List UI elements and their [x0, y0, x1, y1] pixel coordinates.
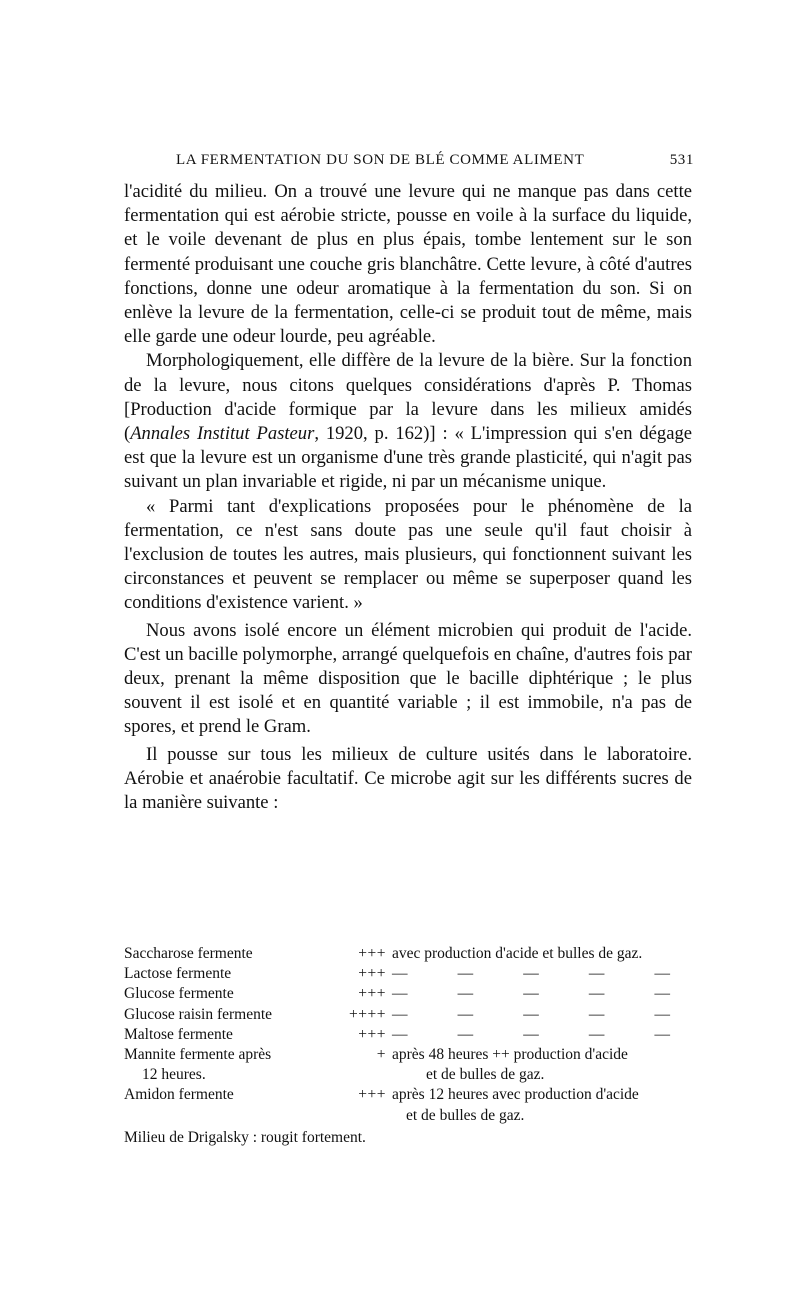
result-row-glucose-raisin: [124, 1005, 696, 1025]
result-row-amidon-continued: [124, 1106, 696, 1126]
ditto-mark: —: [588, 1005, 605, 1023]
drigalsky-result: Milieu de Drigalsky : rougit fortement.: [124, 1128, 366, 1146]
paragraph-morphologie-citation: , 1920, p. 162)] : « L'impression qui s'en dégage est que la levure est un organisme d'une très grande plasticité, qui n'agit pas suivant un plan invariable et rigide, ni par un mécanisme unique.: [124, 423, 693, 493]
ditto-mark: —: [654, 965, 670, 983]
ditto-mark: —: [523, 965, 539, 983]
ditto-mark: —: [588, 965, 605, 983]
ditto-mark: —: [523, 1025, 539, 1043]
sugar-label: Lactose fermente: [124, 965, 232, 983]
sugar-label: Glucose fermente: [124, 985, 234, 1003]
ditto-mark: —: [654, 985, 670, 1003]
paragraph-bacille: Nous avons isolé encore un élément microbien qui produit de l'acide. C'est un bacille polymorphe, arrangé quelquefois en chaîne, d'autres fois par deux, prenant la même disposition que le bacille diphtérique ; le plus souvent il est isolé et en quantité variable ; il est immobile, n'a pas de spores, et prend le Gram.: [124, 619, 692, 738]
ditto-mark: —: [457, 965, 474, 983]
paragraph-morphologie: [124, 349, 692, 494]
journal-title: Annales Institut Pasteur: [130, 423, 315, 445]
paragraph-explications: « Parmi tant d'explications proposées pour le phénomène de la fermentation, ce n'est sans doute pas une seule qu'il faut choisir à l'exclusion de toutes les autres, mais plusieurs, qui fonctionnent suivant les circonstances et peuvent se remplacer ou même se superposer quand les conditions d'existence varient. »: [124, 495, 692, 614]
reaction-sign: ++++: [349, 1005, 386, 1023]
ditto-marks: [392, 1025, 696, 1045]
reaction-result: avec production d'acide et bulles de gaz.: [392, 945, 643, 962]
reaction-result-continued: et de bulles de gaz.: [426, 1066, 545, 1084]
reaction-sign: +++: [358, 945, 386, 962]
ditto-mark: —: [392, 985, 408, 1003]
body-text: [124, 180, 692, 815]
ditto-marks: [392, 1005, 696, 1025]
ditto-mark: —: [654, 1025, 670, 1043]
sugar-label-continued: 12 heures.: [142, 1066, 206, 1084]
result-row-saccharose: [124, 944, 696, 964]
ditto-mark: —: [588, 1025, 605, 1043]
reaction-result: après 48 heures ++ production d'acide: [392, 1046, 628, 1064]
result-row-mannite: [124, 1045, 696, 1065]
result-row-mannite-continued: [124, 1065, 696, 1085]
ditto-mark: —: [457, 1005, 474, 1023]
ditto-mark: —: [392, 1025, 408, 1043]
running-head: [176, 152, 694, 169]
result-row-lactose: [124, 964, 696, 984]
reaction-sign: +++: [358, 985, 386, 1003]
ditto-mark: —: [654, 1005, 670, 1023]
reaction-sign: +++: [358, 1086, 386, 1104]
paragraph-acidite: l'acidité du milieu. On a trouvé une levure qui ne manque pas dans cette fermentation qui est aérobie stricte, pousse en voile à la surface du liquide, et le voile devenant de plus en plus épais, tombe lentement sur le son fermenté produisant une couche gris blanchâtre. Cette levure, à côté d'autres fonctions, donne une odeur aromatique à la fermentation du son. Si on enlève la levure de la fermentation, celle-ci se produit tout de même, mais elle garde une odeur lourde, peu agréable.: [124, 181, 692, 348]
reaction-sign: +++: [358, 965, 386, 983]
ditto-mark: —: [392, 965, 408, 983]
page-number: 531: [669, 152, 694, 168]
ditto-marks: [392, 984, 696, 1004]
sugar-label: Amidon fermente: [124, 1086, 234, 1104]
result-row-glucose: [124, 984, 696, 1004]
reaction-sign: +++: [358, 1025, 386, 1043]
ditto-mark: —: [523, 1005, 539, 1023]
sugar-label: Mannite fermente après: [124, 1046, 272, 1064]
sugar-fermentation-results: [124, 944, 696, 1148]
reaction-result: après 12 heures avec production d'acide: [392, 1086, 639, 1104]
paragraph-milieux: Il pousse sur tous les milieux de culture usités dans le laboratoire. Aérobie et anaérobie facultatif. Ce microbe agit sur les différents sucres de la manière suivante :: [124, 743, 692, 814]
ditto-mark: —: [588, 985, 605, 1003]
ditto-mark: —: [392, 1005, 408, 1023]
ditto-mark: —: [523, 985, 539, 1003]
ditto-mark: —: [457, 985, 474, 1003]
paragraph-morphologie-text: Morphologiquement, elle diffère de la levure de la bière. Sur la fonction de la levure, nous citons quelques considérations d'après P. Thomas [Production d'acide formique par la levure dans les milieux amidés (: [124, 350, 692, 445]
result-row-amidon: [124, 1085, 696, 1105]
running-title: LA FERMENTATION DU SON DE BLÉ COMME ALIMENT: [176, 152, 585, 168]
sugar-label: Saccharose fermente: [124, 945, 253, 962]
sugar-label: Glucose raisin fermente: [124, 1005, 273, 1023]
result-row-maltose: [124, 1025, 696, 1045]
ditto-marks: [392, 964, 696, 984]
ditto-mark: —: [457, 1025, 474, 1043]
sugar-label: Maltose fermente: [124, 1025, 233, 1043]
reaction-result-continued: et de bulles de gaz.: [406, 1106, 525, 1124]
reaction-sign: +: [376, 1046, 386, 1064]
